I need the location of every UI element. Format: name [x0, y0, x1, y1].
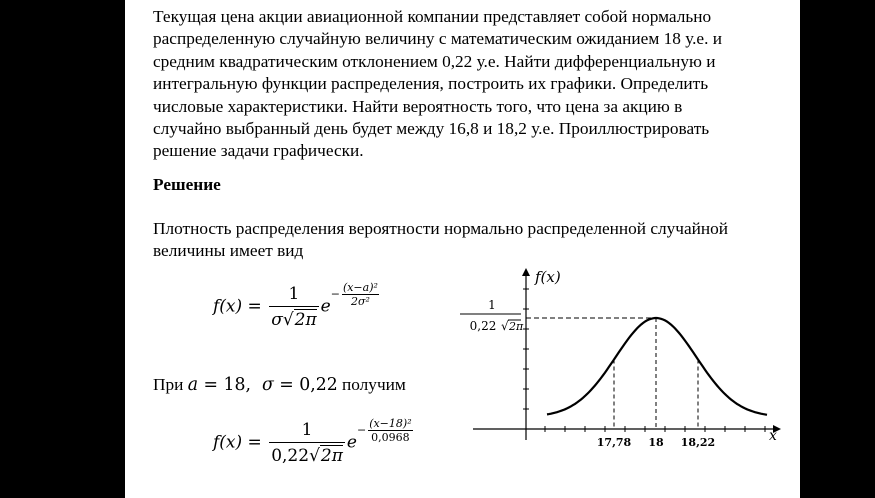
- specific-density-formula: [213, 417, 415, 466]
- solution-heading: Решение: [153, 175, 221, 194]
- problem-line: случайно выбранный день будет между 16,8 и 18,2 у.е. Проиллюстрировать: [153, 119, 710, 139]
- exponent-fraction: [342, 281, 379, 308]
- density-intro: [153, 218, 728, 263]
- formula-fraction: [269, 420, 345, 466]
- exponent-numerator: (x−a)²: [342, 281, 378, 294]
- sigma-symbol: σ: [271, 310, 283, 330]
- exponent-denominator: 0,0968: [368, 430, 412, 444]
- exponent-minus: −: [356, 423, 367, 437]
- sqrt-sign: √: [309, 446, 320, 466]
- formula-lhs: f(x) =: [213, 296, 268, 317]
- sigma-value: = 0,22: [273, 375, 338, 395]
- fraction-numerator: 1: [288, 284, 300, 304]
- peak-denominator-coef: 0,22: [469, 319, 497, 333]
- x-tick-label: 18: [648, 436, 664, 449]
- problem-line: распределенную случайную величину с математическим ожиданием 18 у.е. и: [153, 29, 722, 49]
- x-axis: [473, 425, 781, 433]
- sqrt-radicand: 2π: [294, 310, 317, 330]
- y-axis-label: f(x): [535, 268, 561, 286]
- sqrt-sign: √: [501, 319, 509, 333]
- problem-line: Текущая цена акции авиационной компании представляет собой нормально: [153, 7, 712, 26]
- fraction-denominator: [269, 442, 345, 466]
- exp-base: e: [346, 432, 357, 453]
- exp-base: e: [320, 296, 331, 317]
- document-page: [125, 0, 800, 498]
- exponent: [357, 417, 415, 444]
- exponent: [331, 281, 381, 308]
- right-margin-band: [800, 0, 875, 498]
- a-value: = 18,: [198, 375, 262, 395]
- problem-statement: [153, 6, 783, 163]
- peak-denominator-sqrt: 2π: [509, 320, 524, 333]
- x-tick-label: 18,22: [680, 436, 716, 449]
- problem-line: интегральную функции распределения, построить их графики. Определить: [153, 74, 709, 94]
- x-tick-label: 17,78: [596, 436, 632, 449]
- x-axis-label: x: [769, 428, 777, 444]
- general-density-formula: [213, 281, 381, 330]
- formula-lhs: f(x) =: [213, 432, 268, 453]
- fraction-denominator: [269, 306, 318, 330]
- problem-line: числовые характеристики. Найти вероятность того, что цена за акцию в: [153, 96, 683, 116]
- density-curve: [547, 318, 767, 415]
- formula-fraction: [269, 284, 318, 330]
- density-line: Плотность распределения вероятности нормально распределенной случайной: [153, 219, 729, 238]
- sigma-symbol: σ: [261, 375, 274, 395]
- problem-line: средним квадратическим отклонением 0,22 у.е. Найти дифференциальную и: [153, 51, 716, 71]
- problem-line: решение задачи графически.: [153, 141, 364, 161]
- condition-prefix: При: [153, 375, 184, 394]
- y-axis: [522, 268, 530, 440]
- sigma-value: 0,22: [271, 446, 310, 466]
- a-symbol: a: [187, 375, 199, 395]
- peak-value-label: [460, 298, 524, 333]
- left-margin-band: [0, 0, 125, 498]
- peak-numerator: 1: [488, 298, 496, 312]
- sqrt-radicand: 2π: [320, 446, 343, 466]
- condition-suffix: получим: [337, 375, 406, 394]
- exponent-minus: −: [330, 287, 340, 301]
- exponent-fraction: [368, 417, 412, 444]
- parameter-condition: [153, 375, 406, 395]
- sqrt-sign: √: [282, 310, 294, 330]
- exponent-numerator: (x−18)²: [369, 417, 412, 430]
- fraction-numerator: 1: [301, 420, 313, 440]
- exponent-denominator: 2σ²: [342, 294, 379, 308]
- density-line: величины имеет вид: [153, 241, 304, 261]
- density-graph: [455, 262, 785, 452]
